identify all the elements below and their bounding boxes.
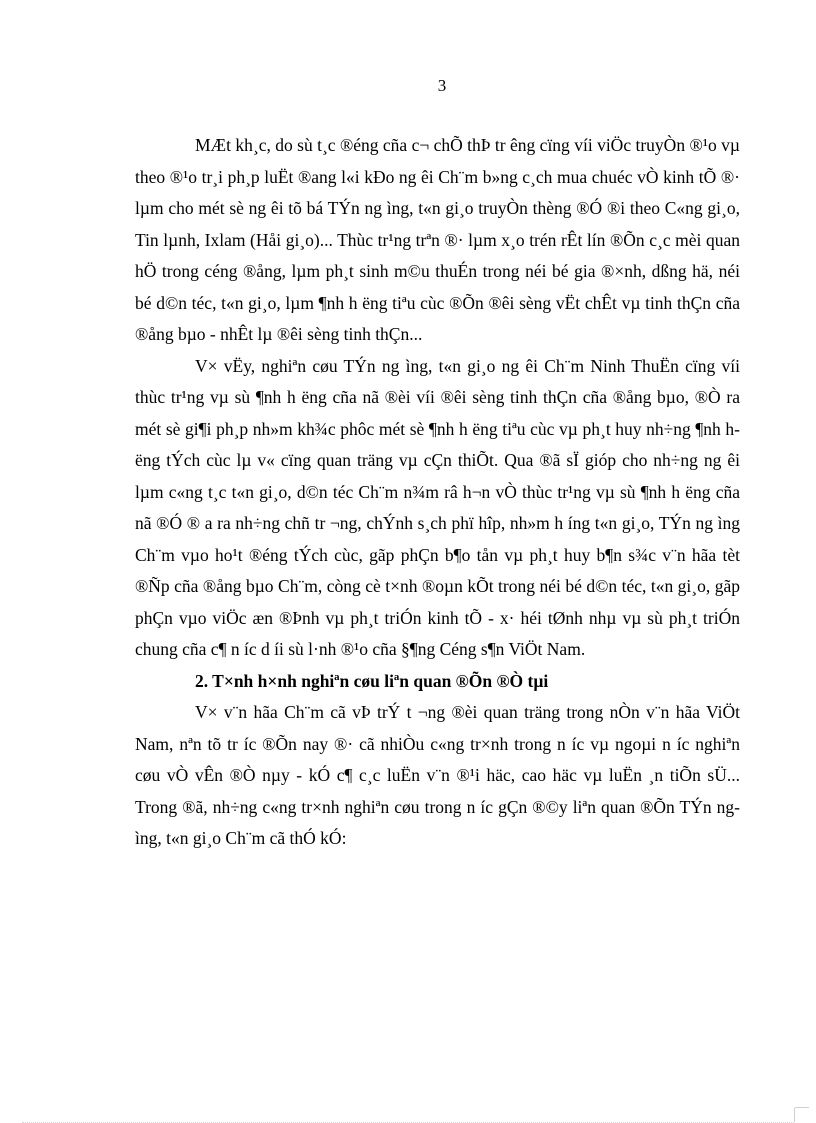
body-text [135,130,740,855]
crop-mark-horizontal [795,1107,809,1108]
paragraph-2: V× vËy, nghiªn cøu TÝn ng ìng, t«n gi¸o ng êi Ch¨m Ninh ThuËn cïng víi thùc tr¹ng vµ sù ¶nh h ëng cña nã ®èi víi ®êi sèng tinh thÇn cña ®ång bµo, ®Ò ra mét sè gi¶i ph¸p nh»m kh¾c phôc mét sè ¶nh h ëng tiªu cùc vµ ph¸t huy nh÷ng ¶nh h ëng tÝch cùc lµ v« cïng quan träng vµ cÇn thiÕt. Qua ®ã sÏ gióp cho nh÷ng ng êi lµm c«ng t¸c t«n gi¸o, d©n téc Ch¨m n¾m râ h¬n vÒ thùc tr¹ng vµ sù ¶nh h ëng cña nã ®Ó ® a ra nh÷ng chñ tr ¬ng, chÝnh s¸ch phï hîp, nh»m h íng t«n gi¸o, TÝn ng ìng Ch¨m vµo ho¹t ®éng tÝch cùc, gãp phÇn b¶o tån vµ ph¸t huy b¶n s¾c v¨n hãa tèt ®Ñp cña ®ång bµo Ch¨m, còng cè t×nh ®oµn kÕt trong néi bé d©n téc, t«n gi¸o, gãp phÇn vµo viÖc æn ®Þnh vµ ph¸t triÓn kinh tÕ - x· héi tØnh nhµ vµ sù ph¸t triÓn chung cña c¶ n íc d íi sù l·nh ®¹o cña §¶ng Céng s¶n ViÖt Nam. [135,355,740,659]
section-paragraph-1: V× v¨n hãa Ch¨m cã vÞ trÝ t ¬ng ®èi quan träng trong nÒn v¨n hãa ViÖt Nam, nªn tõ tr íc ®Õn nay ®· cã nhiÒu c«ng tr×nh trong n íc vµ ngoµi n íc nghiªn cøu vÒ vÊn ®Ò nµy - kÓ c¶ c¸c luËn v¨n ®¹i häc, cao häc vµ luËn ¸n tiÕn sÜ... Trong ®ã, nh÷ng c«ng tr×nh nghiªn cøu trong n íc gÇn ®©y liªn quan ®Õn TÝn ng ìng, t«n gi¸o Ch¨m cã thÓ kÓ: [135,702,740,848]
section-heading: 2. T×nh h×nh nghiªn cøu liªn quan ®Õn ®Ò tµi [195,670,549,691]
page-number: 3 [437,76,447,95]
crop-mark-vertical [794,1108,795,1122]
paragraph-1: MÆt kh¸c, do sù t¸c ®éng cña c¬ chÕ thÞ tr êng cïng víi viÖc truyÒn ®¹o vµ theo ®¹o tr¸i ph¸p luËt ®ang l«i kÐo ng êi Ch¨m b»ng c¸ch mua chuéc vÒ kinh tÕ ®· lµm cho mét sè ng êi tõ bá TÝn ng ìng, t«n gi¸o truyÒn thèng ®Ó ®i theo C«ng gi¸o, Tin lµnh, Ixlam (Håi gi¸o)... Thùc tr¹ng trªn ®· lµm x¸o trén rÊt lín ®Õn c¸c mèi quan hÖ trong céng ®ång, lµm ph¸t sinh m©u thuÉn trong néi bé gia ®×nh, dßng hä, néi bé d©n téc, t«n gi¸o, lµm ¶nh h ëng tiªu cùc ®Õn ®êi sèng vËt chÊt vµ tinh thÇn cña ®ång bµo - nhÊt lµ ®êi sèng tinh thÇn... [135,135,740,344]
